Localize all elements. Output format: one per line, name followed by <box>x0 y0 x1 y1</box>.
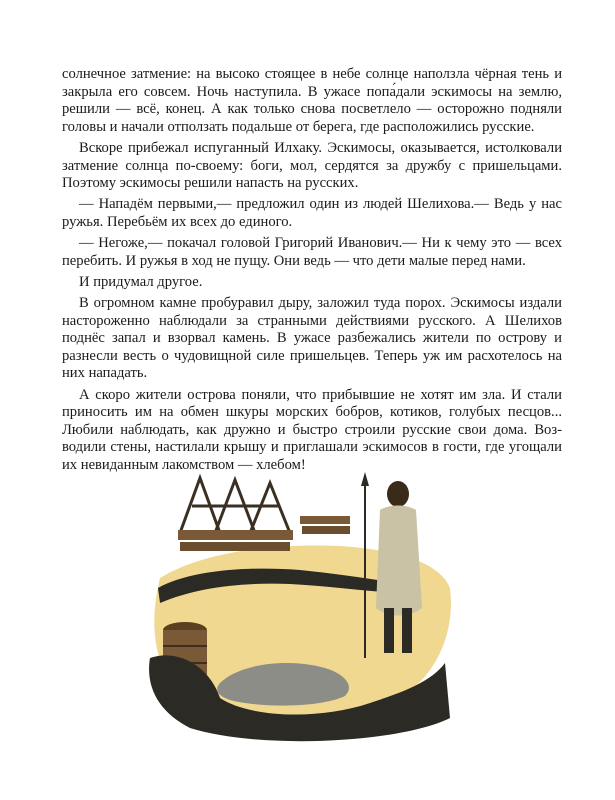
paragraph-6: В огромном камне пробуравил дыру, заложил туда порох. Эскимосы издали настороженно наблюдали за странными действиями русского. А Шелихов поднёс запал и взорвал камень. В ужасе разбежались жители по острову и разнесли весть о чудовищной силе пришельцев. Теперь уж им расхотелось на них нападать. <box>62 295 562 382</box>
paragraph-2: Вскоре прибежал испуганный Илхаку. Эскимосы, оказывается, истолковали затмение солнца по-своему: боги, мол, сердятся за дружбу с пришельцами. Поэтому эскимосы решили напасть на русских. <box>62 139 562 192</box>
paragraph-3: — Нападём первыми,— предложил один из людей Шелихова.— Ведь у нас ружья. Перебьём их всех до единого. <box>62 196 562 230</box>
house-frames <box>180 478 290 533</box>
story-text <box>62 66 562 478</box>
illustration <box>140 458 460 758</box>
paragraph-5: И придумал другое. <box>79 273 203 290</box>
spear-tip <box>361 472 369 486</box>
paragraph-1: солнечное затмение: на высоко стоящее в небе солнце наползла чёрная тень и закрыла его совсем. Ночь наступила. В ужасе попа́дали эскимосы на землю, решили — всё, конец. А как только снова посветлело — осторожно подняли головы и начали отползать подальше от берега, где расположились русские. <box>62 66 562 135</box>
paragraph-4: — Негоже,— покачал головой Григорий Иванович.— Ни к чему это — всех перебить. И ружья в ход не пущу. Они ведь — что дети малые перед нами. <box>62 235 562 269</box>
paragraph-7: А скоро жители острова поняли, что прибывшие не хотят им зла. И стали приносить им на обмен шкуры морских бобров, котиков, голубых песцов... Любили наблюдать, как дружно и быстро строили русские свои дома. Возводили стены, настилали крышу и приглашали эскимосов в гости, где угощали их невиданным лакомством — хлебом! <box>62 386 562 474</box>
